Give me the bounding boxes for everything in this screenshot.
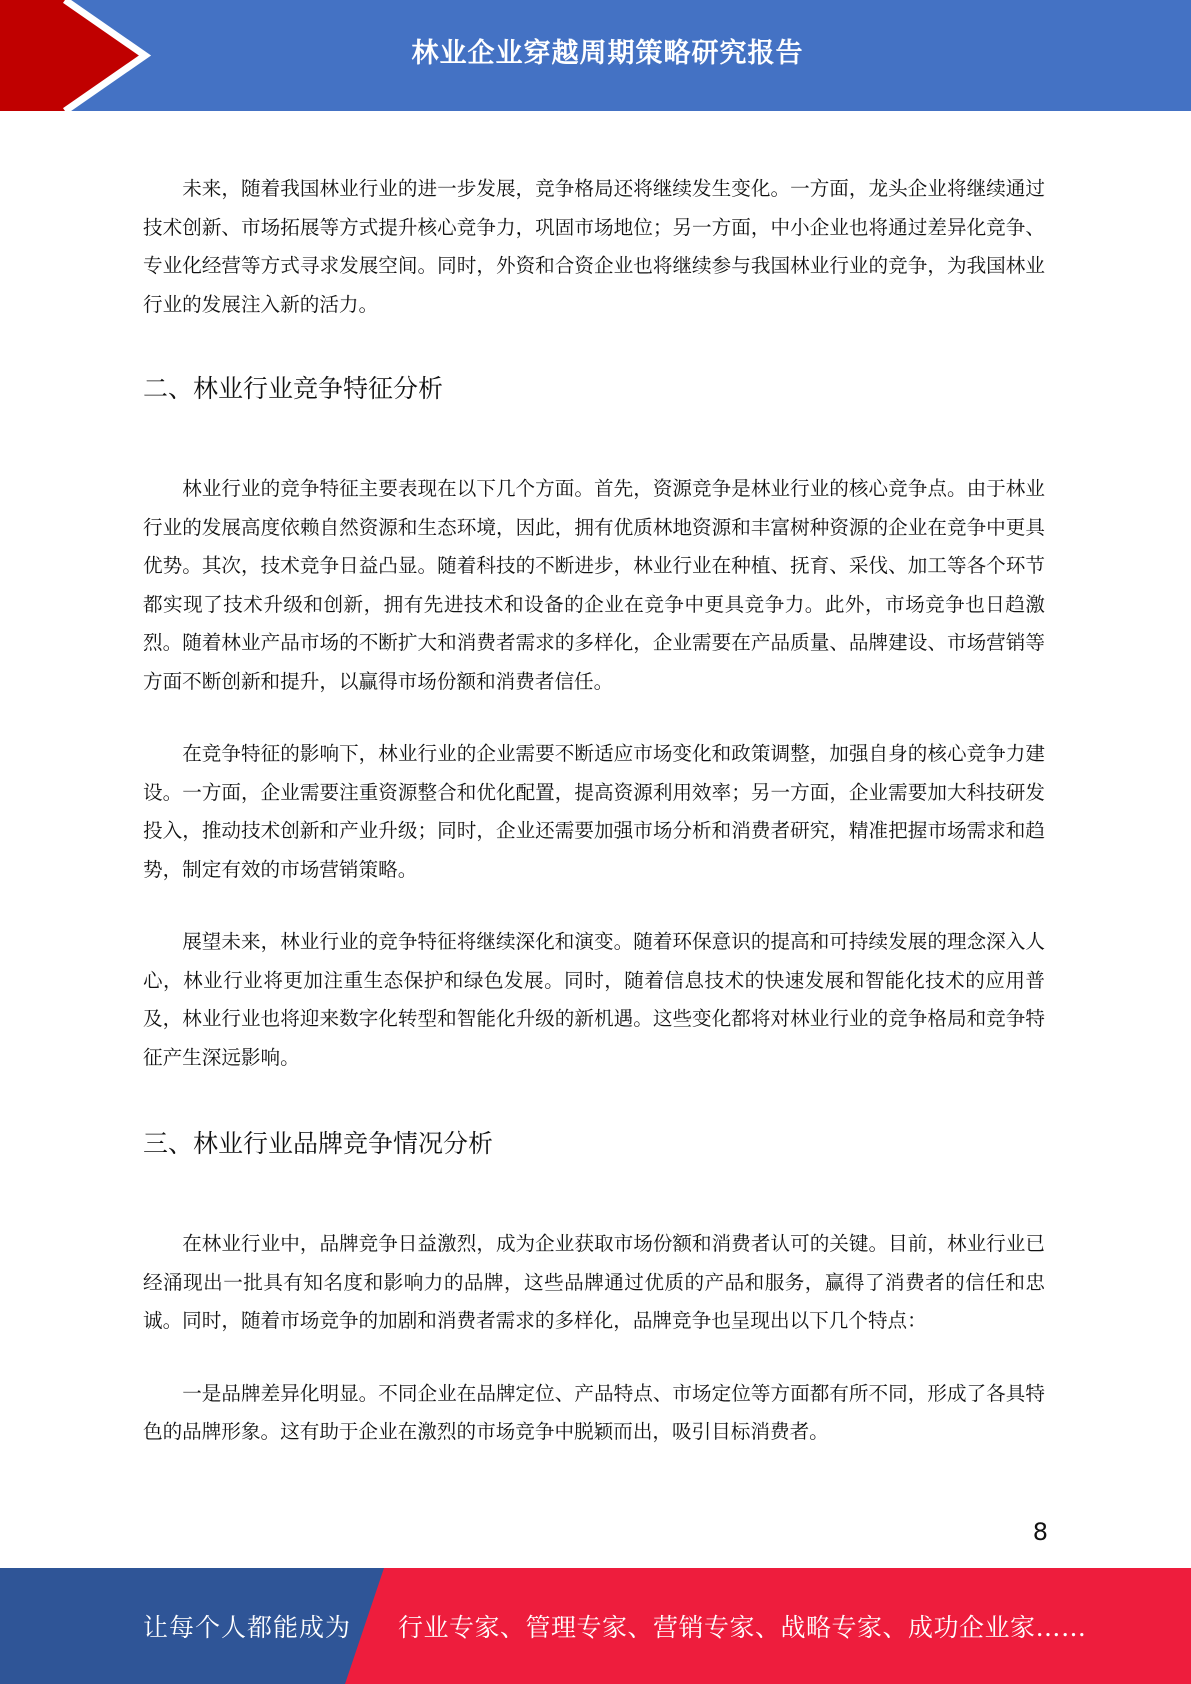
paragraph-competition-features: 林业行业的竞争特征主要表现在以下几个方面。首先，资源竞争是林业行业的核心竞争点。由于林业行业的发展高度依赖自然资源和生态环境，因此，拥有优质林地资源和丰富树种资源的企业在竞争中更具优势。其次，技术竞争日益凸显。随着科技的不断进步，林业行业在种植、抚育、采伐、加工等各个环节都实现了技术升级和创新，拥有先进技术和设备的企业在竞争中更具竞争力。此外，市场竞争也日趋激烈。随着林业产品市场的不断扩大和消费者需求的多样化，企业需要在产品质量、品牌建设、市场营销等方面不断创新和提升，以赢得市场份额和消费者信任。: [143, 477, 1045, 693]
footer-slogan-left: 让每个人都能成为: [143, 1613, 352, 1642]
section-heading-brand-competition: 三、林业行业品牌竞争情况分析: [143, 1129, 494, 1158]
footer-slogan-right: 行业专家、管理专家、营销专家、战略专家、成功企业家……: [398, 1613, 1087, 1642]
paragraph-enterprise-response: 在竞争特征的影响下，林业行业的企业需要不断适应市场变化和政策调整，加强自身的核心竞争力建设。一方面，企业需要注重资源整合和优化配置，提高资源利用效率；另一方面，企业需要加大科技研发投入，推动技术创新和产业升级；同时，企业还需要加强市场分析和消费者研究，精准把握市场需求和趋势，制定有效的市场营销策略。: [143, 742, 1045, 881]
paragraph-competition-outlook: 未来，随着我国林业行业的进一步发展，竞争格局还将继续发生变化。一方面，龙头企业将继续通过技术创新、市场拓展等方式提升核心竞争力，巩固市场地位；另一方面，中小企业也将通过差异化竞争、专业化经营等方式寻求发展空间。同时，外资和合资企业也将继续参与我国林业行业的竞争，为我国林业行业的发展注入新的活力。: [143, 177, 1045, 316]
page-content: [143, 170, 1045, 1452]
page-footer: [0, 1568, 1191, 1684]
paragraph-brand-competition: 在林业行业中，品牌竞争日益激烈，成为企业获取市场份额和消费者认可的关键。目前，林业行业已经涌现出一批具有知名度和影响力的品牌，这些品牌通过优质的产品和服务，赢得了消费者的信任和忠诚。同时，随着市场竞争的加剧和消费者需求的多样化，品牌竞争也呈现出以下几个特点：: [143, 1232, 1045, 1332]
paragraph-future-outlook: 展望未来，林业行业的竞争特征将继续深化和演变。随着环保意识的提高和可持续发展的理念深入人心，林业行业将更加注重生态保护和绿色发展。同时，随着信息技术的快速发展和智能化技术的应用普及，林业行业也将迎来数字化转型和智能化升级的新机遇。这些变化都将对林业行业的竞争格局和竞争特征产生深远影响。: [143, 930, 1045, 1069]
page-number: 8: [1032, 1518, 1048, 1546]
header-title: 林业企业穿越周期策略研究报告: [411, 37, 804, 69]
section-heading-competition-features: 二、林业行业竞争特征分析: [143, 374, 444, 403]
paragraph-brand-differentiation: 一是品牌差异化明显。不同企业在品牌定位、产品特点、市场定位等方面都有所不同，形成了各具特色的品牌形象。这有助于企业在激烈的市场竞争中脱颖而出，吸引目标消费者。: [143, 1381, 1045, 1443]
page-header: [0, 0, 1191, 111]
